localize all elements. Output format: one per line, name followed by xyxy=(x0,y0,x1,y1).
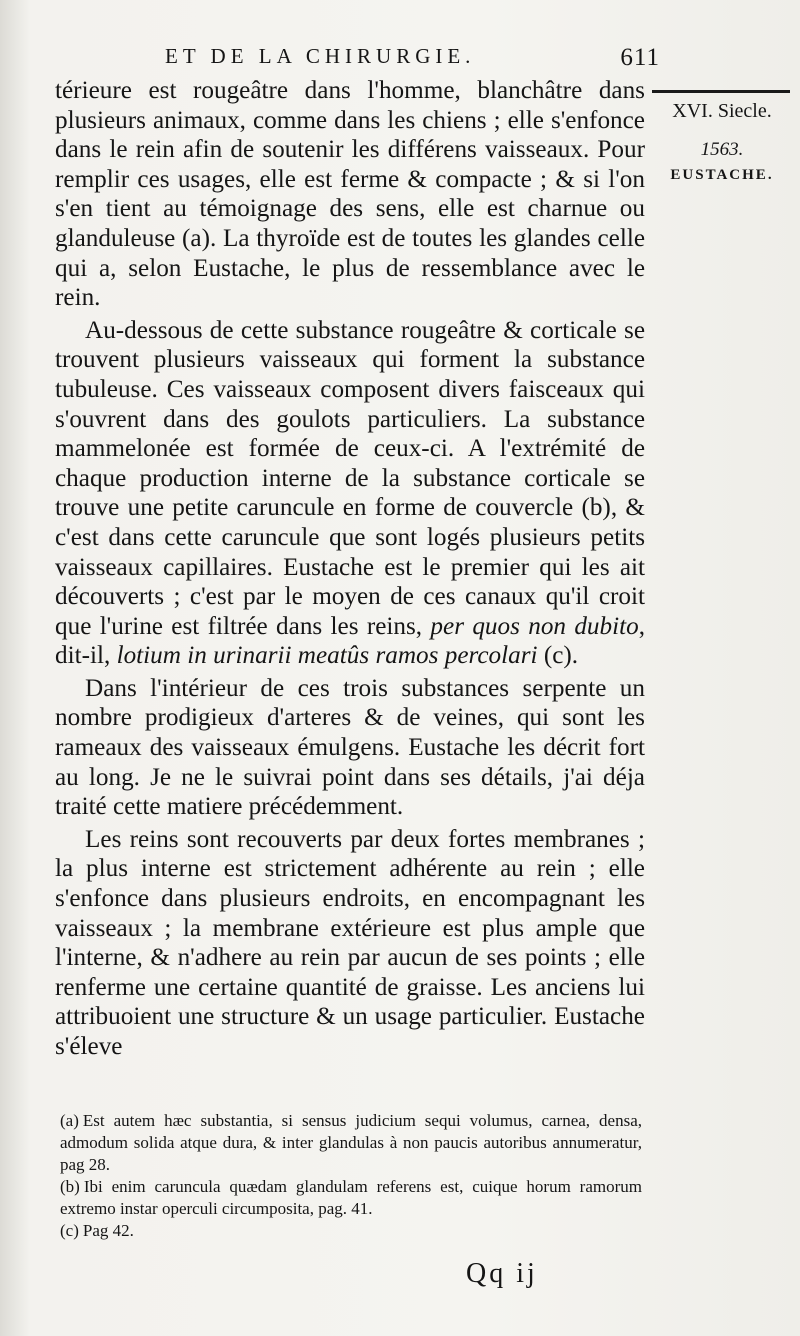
running-title: ET DE LA CHIRURGIE. xyxy=(165,44,476,68)
latin-quote: per quos non dubito xyxy=(430,612,639,640)
text-run: , dit-il, xyxy=(55,612,645,670)
margin-note-century: XVI. Siecle. xyxy=(672,100,772,122)
footnote xyxy=(60,1176,642,1220)
footnote-text: Est autem hæc substantia, si sensus judicium sequi volumus, carnea, densa, admodum solida atque dura, & inter glandulas à non paucis autoribus annumeratur, pag 28. xyxy=(60,1111,642,1174)
text-run: (c). xyxy=(537,642,579,670)
footnote-mark: (b) xyxy=(60,1177,80,1196)
text-run: Au-dessous de cette substance rougeâtre & corticale se trouvent plusieurs vaisseaux qui forment la substance tubuleuse. Ces vaisseaux composent divers faisceaux qui s'ouvrent dans des goulots particuliers. La substance mammelonée est formée de ceux-ci. A l'extrémité de chaque production interne de la substance corticale se trouve une petite caruncule en forme de couvercle (b), & c'est dans cette caruncule que sont logés plusieurs petits vaisseaux capillaires. Eustache est le premier qui les ait découverts ; c'est par le moyen de ces canaux qu'il croit que l'urine est filtrée dans les reins, xyxy=(55,316,645,640)
margin-note-author: EUSTACHE. xyxy=(670,167,774,183)
footnote-mark: (c) xyxy=(60,1221,79,1240)
margin-rule xyxy=(652,90,790,93)
signature-mark: Qq ij xyxy=(466,1258,538,1289)
paragraph xyxy=(55,674,645,822)
text-run: Dans l'intérieur de ces trois substances serpente un nombre prodigieux d'arteres & de veines, qui sont les rameaux des vaisseaux émulgens. Eustache les décrit fort au long. Je ne le suivrai point dans ses détails, j'ai déja traité cette matiere précédemment. xyxy=(55,674,645,821)
paragraph xyxy=(55,76,645,313)
footnote-mark: (a) xyxy=(60,1111,79,1130)
text-run: térieure est rougeâtre dans l'homme, blanchâtre dans plusieurs animaux, comme dans les chiens ; elle s'enfonce dans le rein afin de soutenir les différens vaisseaux. Pour remplir ces usages, elle est ferme & compacte ; & si l'on s'en tient au témoignage des sens, elle est charnue ou glanduleuse (a). La thyroïde est de toutes les glandes celle qui a, selon Eustache, le plus de ressemblance avec le rein. xyxy=(55,77,645,312)
footnote-text: Pag 42. xyxy=(82,1221,134,1240)
paragraph xyxy=(55,316,645,671)
footnote-text: Ibi enim caruncula quædam glandulam referens est, cuique horum ramorum extremo instar operculi circumposita, pag. 41. xyxy=(60,1177,642,1218)
page-number: 611 xyxy=(620,44,660,71)
footnote xyxy=(60,1220,642,1242)
margin-note-year: 1563. xyxy=(700,139,744,160)
body-text xyxy=(55,76,645,1062)
footnote xyxy=(60,1110,642,1176)
paragraph xyxy=(55,825,645,1062)
text-run: Les reins sont recouverts par deux fortes membranes ; la plus interne est strictement adhérente au rein ; elle s'enfonce dans plusieurs endroits, en encompagnant les vaisseaux ; la membrane extérieure est plus ample que l'interne, & n'adhere au rein par aucun de ses points ; elle renferme une certaine quantité de graisse. Les anciens lui attribuoient une structure & un usage particulier. Eustache s'éleve xyxy=(55,825,645,1060)
footnotes xyxy=(60,1110,642,1242)
page-header xyxy=(165,44,660,78)
latin-quote: lotium in urinarii meatûs ramos percolari xyxy=(116,642,538,670)
